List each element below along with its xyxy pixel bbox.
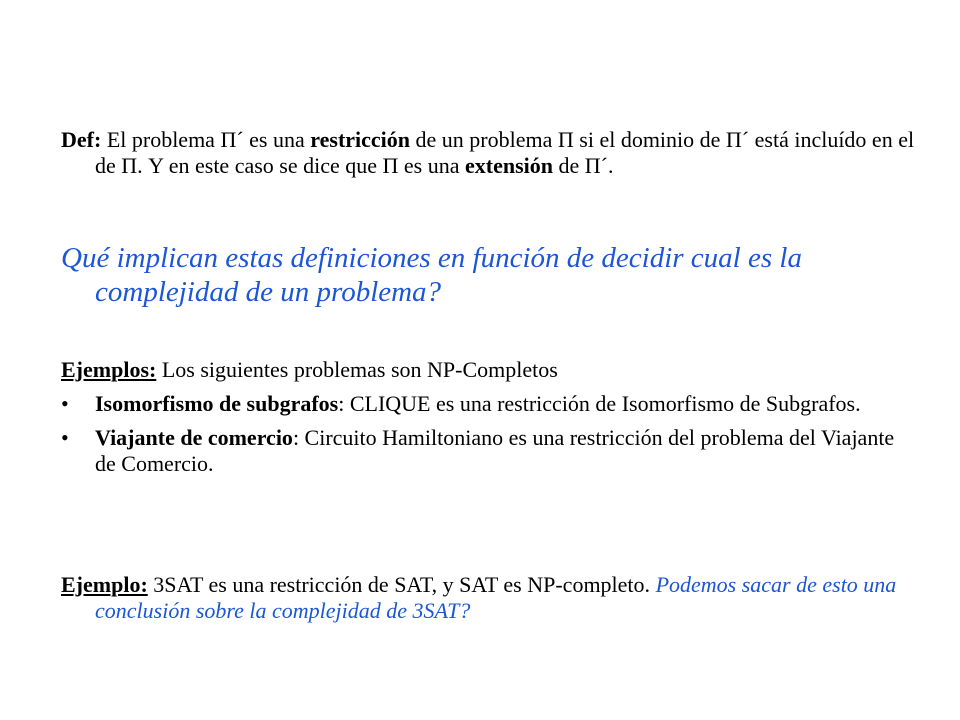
- list-item: [61, 425, 901, 477]
- example-label: Ejemplo:: [61, 572, 148, 597]
- examples-label: Ejemplos:: [61, 357, 157, 382]
- definition-paragraph: [61, 127, 935, 179]
- example-question: Podemos sacar de esto una conclusión sobre la complejidad de 3SAT?: [95, 572, 897, 623]
- bullet-icon: •: [61, 391, 69, 416]
- list-item-text: : CLIQUE es una restricción de Isomorfismo de Subgrafos.: [338, 391, 861, 416]
- examples-text: Los siguientes problemas son NP-Completos: [156, 357, 558, 382]
- example-text: 3SAT es una restricción de SAT, y SAT es NP-completo.: [147, 572, 651, 597]
- example-paragraph: [61, 572, 935, 624]
- definition-label: Def:: [61, 127, 102, 152]
- definition-text-1: El problema Π´ es una: [101, 127, 311, 152]
- definition-term-restriction: restricción: [310, 127, 411, 152]
- list-item-title: Viajante de comercio: [95, 425, 293, 450]
- list-item-text: : Circuito Hamiltoniano es una restricción del problema del Viajante de Comercio.: [95, 425, 895, 476]
- definition-text-3: de Π´.: [553, 153, 614, 178]
- question-paragraph: Qué implican estas definiciones en función de decidir cual es la complejidad de un problema?: [61, 242, 802, 308]
- examples-heading: [61, 357, 901, 383]
- examples-list: [61, 391, 901, 485]
- definition-text-2: de un problema Π si el dominio de Π´ está incluído en el de Π. Y en este caso se dice que Π es una: [95, 127, 915, 178]
- list-item-title: Isomorfismo de subgrafos: [95, 391, 339, 416]
- list-item: [61, 391, 901, 417]
- definition-term-extension: extensión: [465, 153, 553, 178]
- bullet-icon: •: [61, 425, 69, 450]
